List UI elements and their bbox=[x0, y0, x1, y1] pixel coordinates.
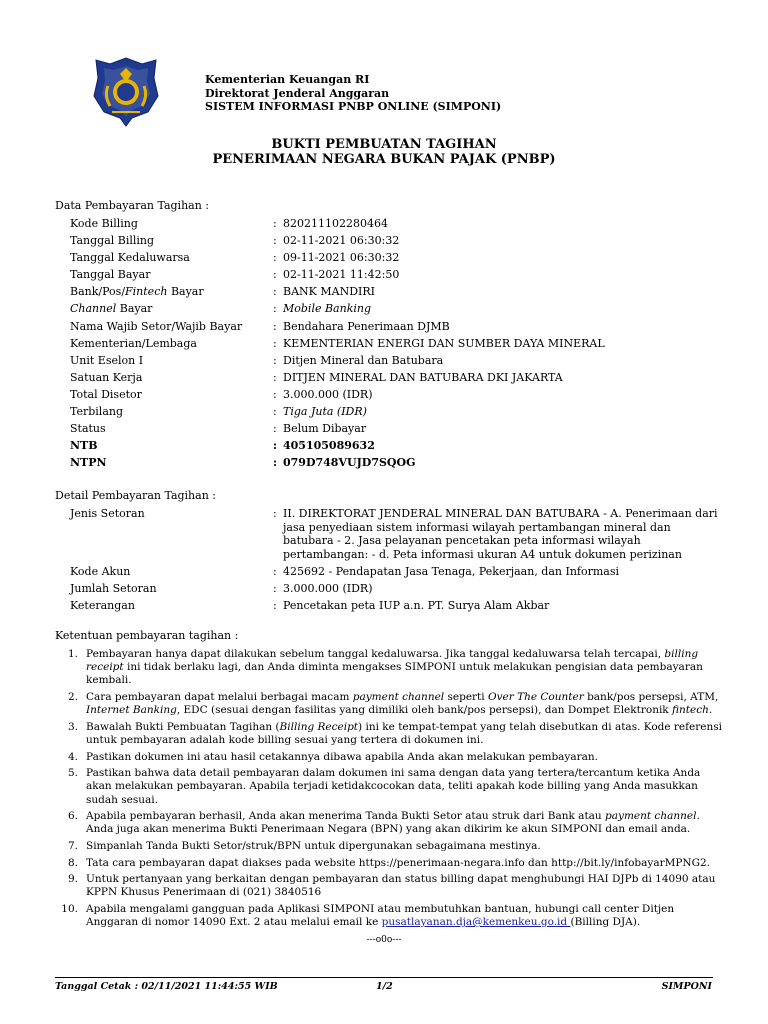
row-value: II. DIREKTORAT JENDERAL MINERAL DAN BATUBARA - A. Penerimaan dari jasa penyediaan sistem informasi wilayah pertambangan mineral dan batubara - 2. Jasa pelayanan pencetakan peta informasi wilayah pertambangan: - d. Peta informasi ukuran A4 untuk dokumen perizinan bbox=[283, 507, 718, 561]
row-kode-akun bbox=[70, 565, 720, 579]
label-part: Bank/Pos/ bbox=[70, 285, 126, 299]
section-terms-heading: Ketentuan pembayaran tagihan : bbox=[55, 629, 239, 642]
footer-divider bbox=[55, 977, 713, 978]
row-colon: : bbox=[273, 507, 277, 520]
list-number: 5. bbox=[67, 767, 78, 780]
text-part-italic: billing receipt bbox=[86, 648, 699, 674]
list-item bbox=[54, 857, 724, 870]
list-number: 9. bbox=[67, 873, 78, 886]
text-part-italic: fintech bbox=[672, 704, 709, 717]
row-colon: : bbox=[273, 353, 277, 367]
row-colon: : bbox=[273, 405, 277, 419]
footer-page-number: 1/2 bbox=[376, 981, 393, 992]
row-label: Jenis Setoran bbox=[70, 507, 145, 520]
row-label bbox=[70, 302, 273, 316]
row-tanggal-kedaluwarsa bbox=[70, 251, 720, 265]
row-colon: : bbox=[273, 285, 277, 299]
row-terbilang bbox=[70, 405, 720, 419]
row-colon: : bbox=[273, 336, 277, 350]
text-part: . Anda juga akan menerima Bukti Penerimaan Negara (BPN) yang akan dikirim ke akun SIMPONI dan email anda. bbox=[86, 810, 700, 836]
row-label: NTB bbox=[70, 439, 98, 453]
end-mark: ---o0o--- bbox=[366, 935, 402, 945]
list-text bbox=[86, 903, 724, 929]
row-label: Tanggal Billing bbox=[70, 234, 155, 248]
list-item bbox=[54, 767, 724, 807]
row-value: 079D748VUJD7SQOG bbox=[283, 456, 416, 470]
list-number: 2. bbox=[67, 691, 78, 703]
text-part: Cara pembayaran dapat melalui berbagai macam bbox=[86, 691, 353, 703]
row-label: Unit Eselon I bbox=[70, 353, 144, 367]
list-text bbox=[86, 691, 724, 717]
list-text bbox=[86, 721, 724, 747]
row-unit-eselon bbox=[70, 354, 720, 368]
header-line-system: SISTEM INFORMASI PNBP ONLINE (SIMPONI) bbox=[205, 100, 502, 113]
label-part-italic: Channel bbox=[70, 302, 117, 316]
row-colon: : bbox=[273, 217, 277, 230]
row-label: Terbilang bbox=[70, 405, 124, 419]
list-item bbox=[54, 751, 724, 764]
list-item bbox=[54, 721, 724, 747]
row-kementerian bbox=[70, 337, 720, 351]
row-value: 405105089632 bbox=[283, 439, 375, 453]
text-part: , EDC (sesuai dengan fasilitas yang dimiliki oleh bank/pos persepsi), dan Dompet Elektronik bbox=[176, 704, 673, 717]
row-label: Total Disetor bbox=[70, 387, 142, 401]
row-value: Tiga Juta (IDR) bbox=[283, 405, 367, 419]
text-part-italic: Internet Banking bbox=[86, 704, 177, 717]
list-item bbox=[54, 648, 724, 688]
row-colon: : bbox=[273, 598, 277, 612]
list-item bbox=[54, 840, 724, 853]
row-nama-wajib-setor bbox=[70, 320, 720, 334]
list-text bbox=[86, 810, 724, 836]
terms-list bbox=[54, 648, 724, 933]
list-number: 1. bbox=[67, 648, 78, 660]
row-value: KEMENTERIAN ENERGI DAN SUMBER DAYA MINERAL bbox=[283, 336, 605, 350]
row-value: BANK MANDIRI bbox=[283, 285, 375, 299]
row-label: Nama Wajib Setor/Wajib Bayar bbox=[70, 319, 243, 333]
row-colon: : bbox=[273, 422, 277, 436]
row-colon: : bbox=[273, 234, 277, 248]
label-part: Bayar bbox=[116, 302, 153, 316]
footer-app-name: SIMPONI bbox=[661, 981, 712, 992]
row-colon: : bbox=[273, 581, 277, 595]
email-link[interactable]: pusatlayanan.dja@kemenkeu.go.id bbox=[381, 916, 571, 929]
text-part: Apabila mengalami gangguan pada Aplikasi SIMPONI atau membutuhkan bantuan, hubungi call center Ditjen Anggaran di nomor 14090 Ext. 2 atau melalui email ke bbox=[86, 902, 675, 929]
row-tanggal-billing bbox=[70, 234, 720, 248]
text-part: ini tidak berlaku lagi, dan Anda diminta mengakses SIMPONI untuk melakukan pengisian data pembayaran kembali. bbox=[86, 661, 703, 687]
row-label: Kode Billing bbox=[70, 217, 138, 230]
row-keterangan bbox=[70, 599, 720, 613]
list-number: 10. bbox=[61, 902, 78, 915]
row-ntb bbox=[70, 439, 720, 453]
list-item bbox=[54, 903, 724, 929]
text-part: Bawalah Bukti Pembuatan Tagihan ( bbox=[86, 720, 280, 733]
row-jenis-setoran bbox=[70, 507, 720, 561]
row-satuan-kerja bbox=[70, 371, 720, 385]
row-value: Bendahara Penerimaan DJMB bbox=[283, 319, 450, 333]
row-label: Satuan Kerja bbox=[70, 370, 143, 384]
row-value: 425692 - Pendapatan Jasa Tenaga, Pekerjaan, dan Informasi bbox=[283, 564, 620, 578]
row-bank-bayar bbox=[70, 285, 720, 299]
row-total-disetor bbox=[70, 388, 720, 402]
kemenkeu-logo bbox=[92, 56, 160, 128]
text-part-italic: payment channel bbox=[605, 810, 697, 823]
payment-data-table bbox=[70, 217, 720, 473]
text-part-italic: Billing Receipt bbox=[279, 720, 359, 733]
row-value: 3.000.000 (IDR) bbox=[283, 581, 373, 595]
row-colon: : bbox=[273, 302, 277, 316]
row-value: 3.000.000 (IDR) bbox=[283, 387, 373, 401]
section-payment-data-heading: Data Pembayaran Tagihan : bbox=[55, 199, 209, 212]
title-line-2: PENERIMAAN NEGARA BUKAN PAJAK (PNBP) bbox=[212, 152, 556, 167]
row-status bbox=[70, 422, 720, 436]
text-part-italic: Over The Counter bbox=[487, 691, 584, 703]
list-text: Simpanlah Tanda Bukti Setor/struk/BPN untuk dipergunakan sebagaimana mestinya. bbox=[86, 839, 541, 852]
row-label: Tanggal Kedaluwarsa bbox=[70, 251, 190, 265]
title-line-1: BUKTI PEMBUATAN TAGIHAN bbox=[271, 137, 497, 152]
list-number: 6. bbox=[67, 810, 78, 823]
footer-print-date: Tanggal Cetak : 02/11/2021 11:44:55 WIB bbox=[55, 981, 278, 992]
row-jumlah-setoran bbox=[70, 582, 720, 596]
row-channel-bayar bbox=[70, 302, 720, 316]
row-value: Ditjen Mineral dan Batubara bbox=[283, 353, 444, 367]
row-label: Kementerian/Lembaga bbox=[70, 336, 197, 350]
row-value: 09-11-2021 06:30:32 bbox=[283, 251, 400, 265]
list-item bbox=[54, 810, 724, 836]
text-part: (Billing DJA). bbox=[570, 916, 641, 929]
row-colon: : bbox=[273, 370, 277, 384]
row-label: Kode Akun bbox=[70, 564, 131, 578]
row-label: NTPN bbox=[70, 456, 107, 470]
row-colon: : bbox=[273, 268, 277, 282]
row-label: Tanggal Bayar bbox=[70, 268, 151, 282]
row-colon: : bbox=[273, 251, 277, 265]
list-number: 3. bbox=[67, 720, 78, 733]
row-ntpn bbox=[70, 456, 720, 470]
list-text: Pastikan bahwa data detail pembayaran dalam dokumen ini sama dengan data yang tertera/tercantum ketika Anda akan melakukan pembayaran. Apabila terjadi ketidakcocokan data, teliti apakah kode billing yang Anda masukkan sudah sesuai. bbox=[86, 767, 701, 806]
row-value: 02-11-2021 11:42:50 bbox=[283, 268, 400, 282]
row-label: Jumlah Setoran bbox=[70, 581, 157, 595]
text-part: Pembayaran hanya dapat dilakukan sebelum tanggal kedaluwarsa. Jika tanggal kedaluwarsa telah tercapai, bbox=[86, 648, 665, 660]
row-colon: : bbox=[273, 564, 277, 578]
list-number: 4. bbox=[67, 750, 78, 763]
text-part: . bbox=[708, 704, 713, 717]
row-value: Belum Dibayar bbox=[283, 422, 367, 436]
row-value: 820211102280464 bbox=[283, 217, 388, 230]
list-item bbox=[54, 691, 724, 717]
text-part: Apabila pembayaran berhasil, Anda akan menerima Tanda Bukti Setor atau struk dari Bank atau bbox=[86, 810, 606, 823]
text-part: bank/pos persepsi, ATM, bbox=[583, 691, 719, 703]
row-colon: : bbox=[273, 439, 278, 453]
payment-detail-table bbox=[70, 507, 720, 616]
row-label: Keterangan bbox=[70, 598, 135, 612]
row-tanggal-bayar bbox=[70, 268, 720, 282]
row-label bbox=[70, 285, 273, 299]
text-part-italic: payment channel bbox=[352, 691, 445, 703]
row-value: Pencetakan peta IUP a.n. PT. Surya Alam Akbar bbox=[283, 598, 550, 612]
row-colon: : bbox=[273, 387, 277, 401]
header-institution bbox=[205, 73, 501, 114]
label-part-italic: Fintech bbox=[125, 285, 168, 299]
list-text bbox=[86, 648, 724, 688]
section-payment-detail-heading: Detail Pembayaran Tagihan : bbox=[55, 489, 216, 502]
document-title bbox=[0, 137, 768, 167]
list-number: 8. bbox=[67, 856, 78, 869]
list-text: Pastikan dokumen ini atau hasil cetakannya dibawa apabila Anda akan melakukan pembayaran. bbox=[86, 750, 599, 763]
row-value: 02-11-2021 06:30:32 bbox=[283, 234, 400, 248]
row-kode-billing bbox=[70, 217, 720, 231]
text-part: seperti bbox=[444, 691, 488, 703]
label-part: Bayar bbox=[167, 285, 204, 299]
row-value: Mobile Banking bbox=[283, 302, 372, 316]
header-line-directorate: Direktorat Jenderal Anggaran bbox=[205, 86, 390, 100]
list-text: Untuk pertanyaan yang berkaitan dengan pembayaran dan status billing dapat menghubungi HAI DJPb di 14090 atau KPPN Khusus Penerimaan di (021) 3840516 bbox=[86, 873, 716, 899]
row-label: Status bbox=[70, 422, 106, 436]
list-text: Tata cara pembayaran dapat diakses pada website https://penerimaan-negara.info dan http://bit.ly/infobayarMPNG2. bbox=[86, 856, 711, 869]
row-value: DITJEN MINERAL DAN BATUBARA DKI JAKARTA bbox=[283, 370, 563, 384]
row-colon: : bbox=[273, 319, 277, 333]
row-colon: : bbox=[273, 456, 278, 470]
list-number: 7. bbox=[67, 839, 78, 852]
header-line-ministry: Kementerian Keuangan RI bbox=[205, 73, 370, 86]
text-part: ) ini ke tempat-tempat yang telah disebutkan di atas. Kode referensi untuk pembayaran adalah kode billing sesuai yang tertera di dokumen ini. bbox=[86, 720, 722, 746]
list-item bbox=[54, 873, 724, 899]
